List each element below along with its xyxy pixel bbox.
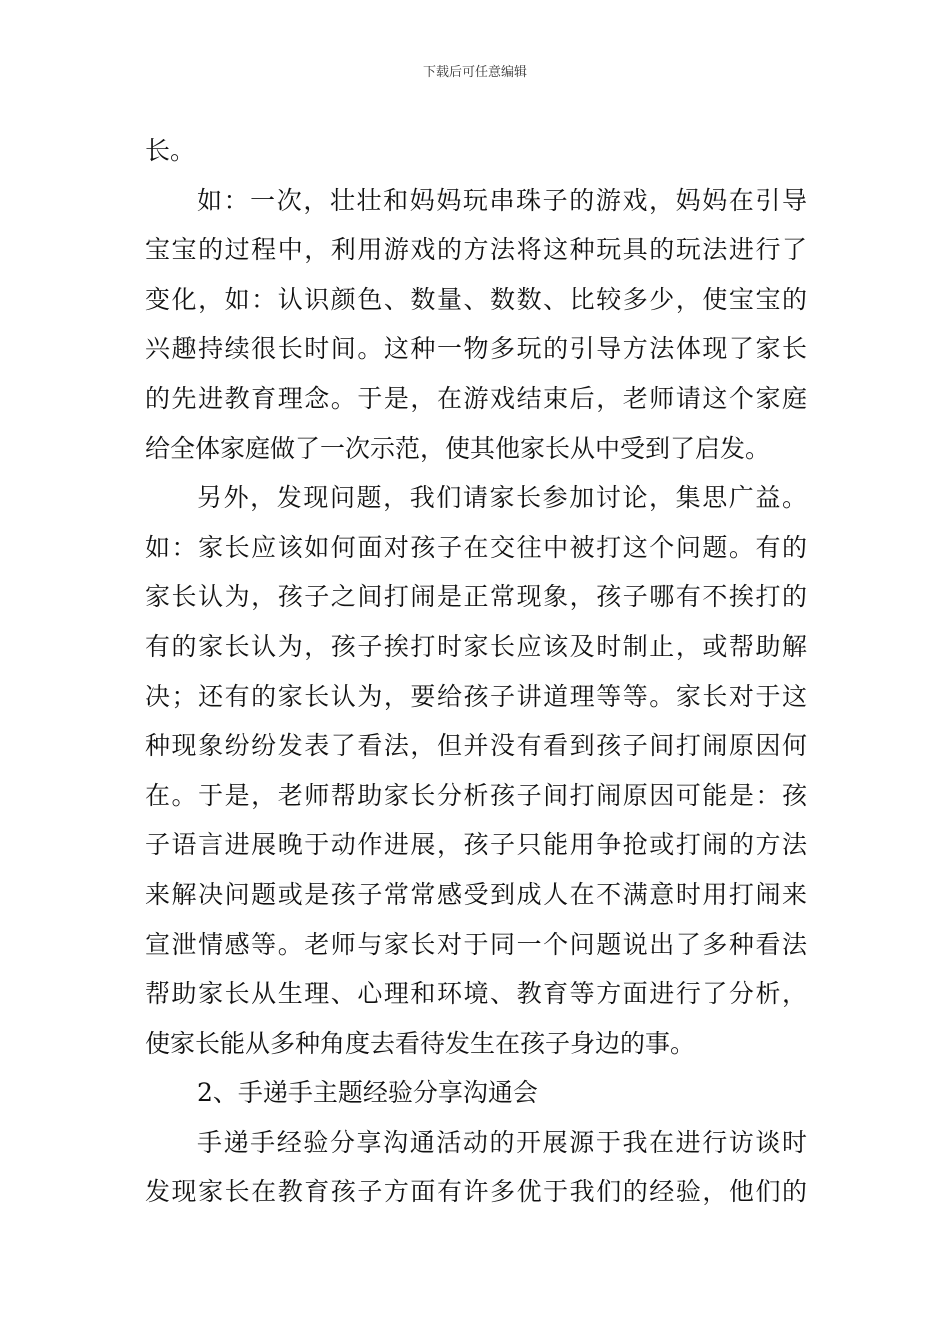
text-line: 发现家长在教育孩子方面有许多优于我们的经验，他们的 xyxy=(145,1177,807,1207)
text-line: 宣泄情感等。老师与家长对于同一个问题说出了多种看法 xyxy=(145,929,807,959)
text-line: 在。于是，老师帮助家长分析孩子间打闹原因可能是：孩 xyxy=(145,780,807,810)
text-line: 另外，发现问题，我们请家长参加讨论，集思广益。 xyxy=(197,483,807,513)
text-line: 种现象纷纷发表了看法，但并没有看到孩子间打闹原因何 xyxy=(145,731,807,761)
text-line: 给全体家庭做了一次示范，使其他家长从中受到了启发。 xyxy=(145,433,771,463)
text-line: 帮助家长从生理、心理和环境、教育等方面进行了分析， xyxy=(145,979,807,1009)
page-header: 下载后可任意编辑 xyxy=(422,65,527,80)
text-line: 来解决问题或是孩子常常感受到成人在不满意时用打闹来 xyxy=(145,879,807,909)
text-line: 手递手经验分享沟通活动的开展源于我在进行访谈时 xyxy=(197,1127,807,1157)
text-line: 兴趣持续很长时间。这种一物多玩的引导方法体现了家长 xyxy=(145,334,807,364)
text-line: 的先进教育理念。于是，在游戏结束后，老师请这个家庭 xyxy=(145,383,807,413)
text-line: 如：家长应该如何面对孩子在交往中被打这个问题。有的 xyxy=(145,532,807,562)
text-line: 宝宝的过程中，利用游戏的方法将这种玩具的玩法进行了 xyxy=(145,235,807,265)
text-line: 决；还有的家长认为，要给孩子讲道理等等。家长对于这 xyxy=(145,681,807,711)
text-line: 子语言进展晚于动作进展，孩子只能用争抢或打闹的方法 xyxy=(145,830,807,860)
text-line: 家长认为，孩子之间打闹是正常现象，孩子哪有不挨打的 xyxy=(145,582,807,612)
text-line: 变化，如：认识颜色、数量、数数、比较多少，使宝宝的 xyxy=(145,284,807,314)
text-line: 如：一次，壮壮和妈妈玩串珠子的游戏，妈妈在引导 xyxy=(197,185,807,215)
text-line: 有的家长认为，孩子挨打时家长应该及时制止，或帮助解 xyxy=(145,631,807,661)
section-heading: 2、手递手主题经验分享沟通会 xyxy=(197,1078,538,1108)
document-body xyxy=(145,126,807,1217)
text-line: 使家长能从多种角度去看待发生在孩子身边的事。 xyxy=(145,1028,696,1058)
text-line: 长。 xyxy=(145,136,196,165)
